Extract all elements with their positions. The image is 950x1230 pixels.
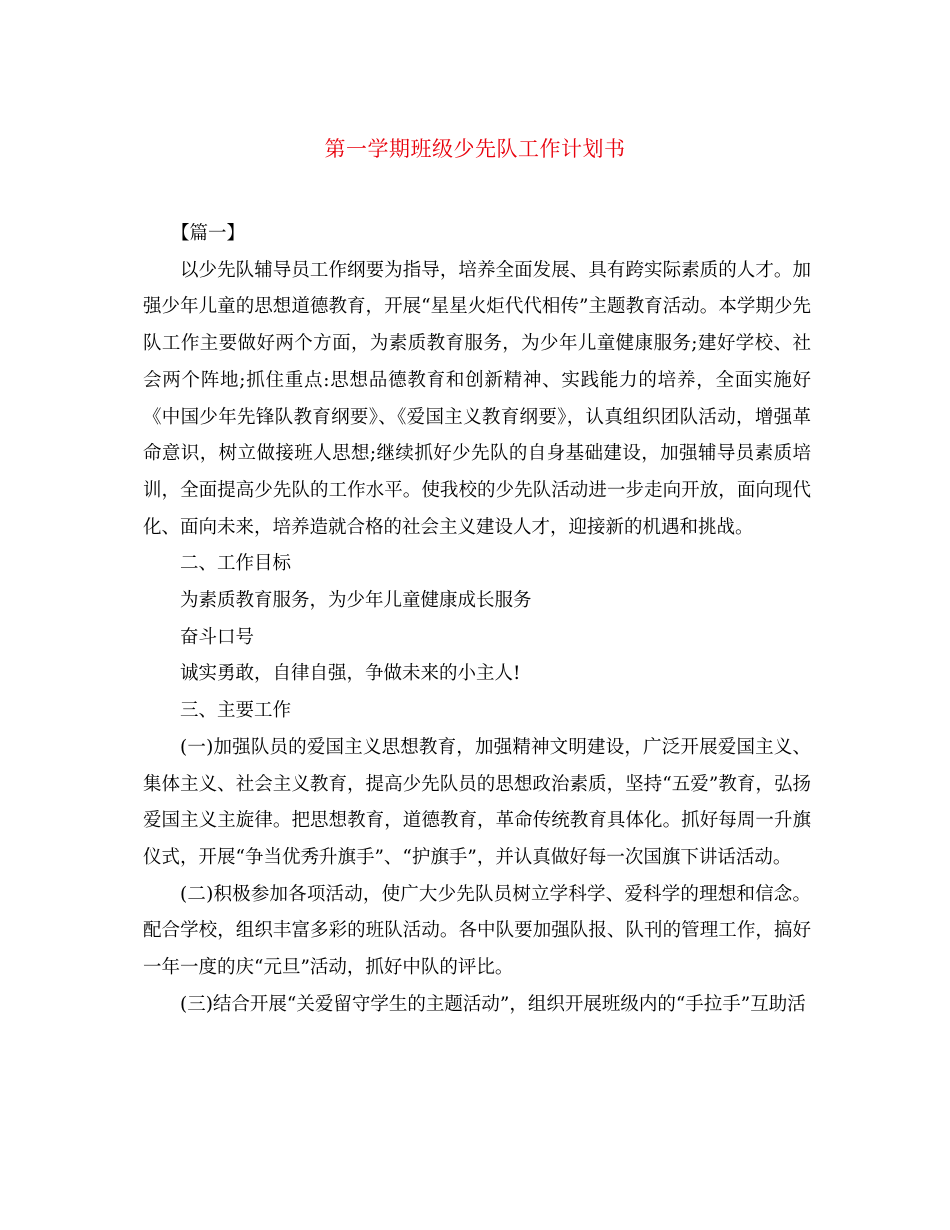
work-item-paragraph: (三)结合开展“关爱留守学生的主题活动”，组织开展班级内的“手拉手”互助活 [180, 993, 806, 1015]
goal-text: 为素质教育服务，为少年儿童健康成长服务 [180, 590, 532, 612]
slogan-text: 诚实勇敢，自律自强，争做未来的小主人! [180, 663, 521, 685]
work-item-paragraph: (二)积极参加各项活动，使广大少先队员树立学科学、爱科学的理想和信念。配合学校，组织丰富多彩的班队活动。各中队要加强队报、队刊的管理工作，搞好一年一度的庆“元旦”活动，抓好中队的评比。 [143, 883, 811, 979]
intro-paragraph: 以少先队辅导员工作纲要为指导，培养全面发展、具有跨实际素质的人才。加强少年儿童的思想道德教育，开展“星星火炬代代相传”主题教育活动。本学期少先队工作主要做好两个方面，为素质教育服务，为少年儿童健康服务;建好学校、社会两个阵地;抓住重点:思想品德教育和创新精神、实践能力的培养，全面实施好《中国少年先锋队教育纲要》、《爱国主义教育纲要》，认真组织团队活动，增强革命意识，树立做接班人思想;继续抓好少先队的自身基础建设，加强辅导员素质培训，全面提高少先队的工作水平。使我校的少先队活动进一步走向开放，面向现代化、面向未来，培养造就合格的社会主义建设人才，迎接新的机遇和挑战。 [143, 259, 811, 538]
section-heading: 二、工作目标 [180, 553, 292, 575]
slogan-heading: 奋斗口号 [180, 626, 255, 648]
section-marker: 【篇一】 [171, 223, 246, 244]
document-body [143, 216, 811, 1023]
page-title: 第一学期班级少先队工作计划书 [324, 137, 626, 161]
work-item-paragraph: (一)加强队员的爱国主义思想教育，加强精神文明建设，广泛开展爱国主义、集体主义、社会主义教育，提高少先队员的思想政治素质，坚持“五爱”教育，弘扬爱国主义主旋律。把思想教育，道德教育，革命传统教育具体化。抓好每周一升旗仪式，开展“争当优秀升旗手”、“护旗手”，并认真做好每一次国旗下讲话活动。 [143, 736, 811, 868]
section-heading: 三、主要工作 [180, 700, 292, 722]
